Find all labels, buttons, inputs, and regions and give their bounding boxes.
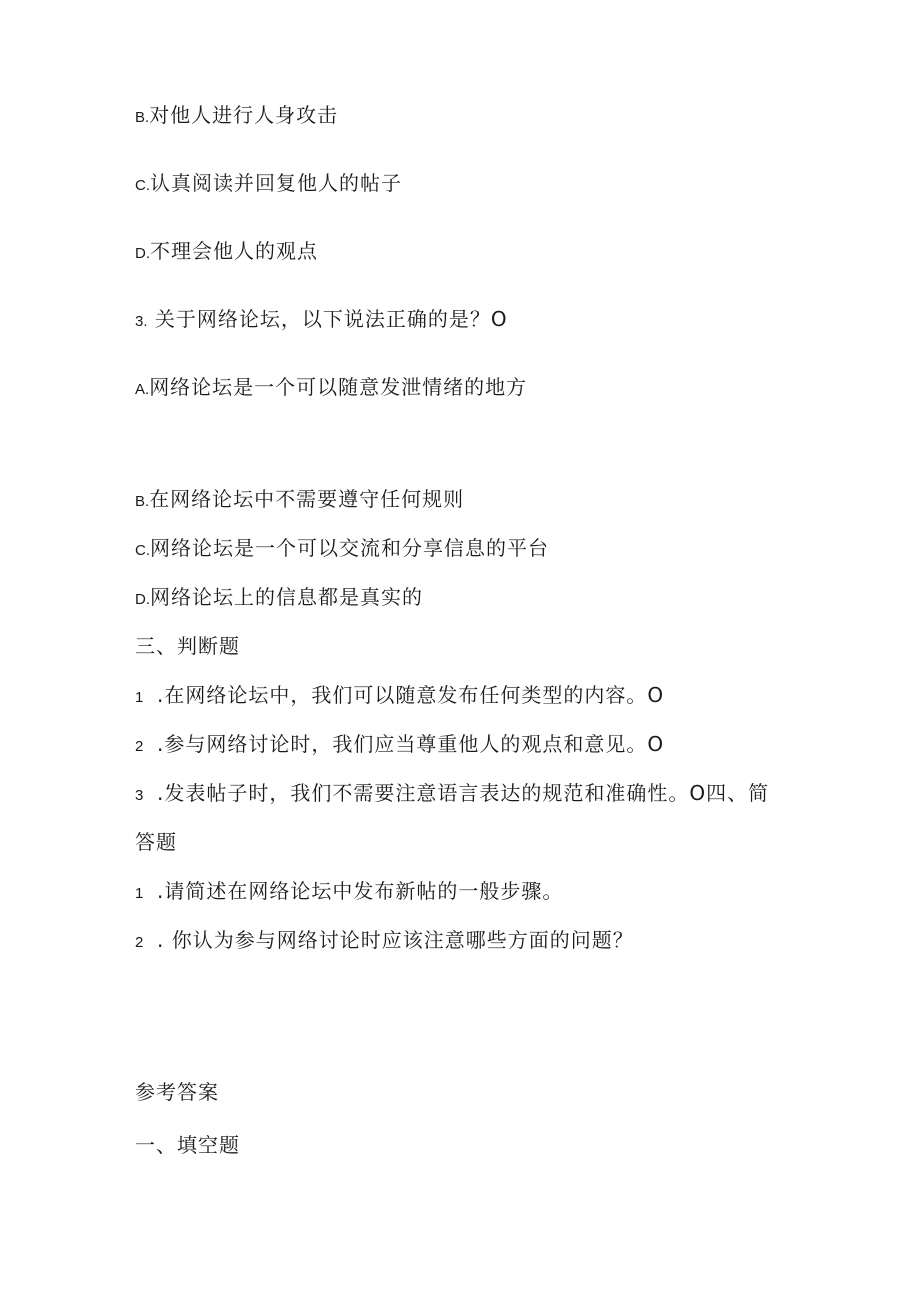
q3-option-c-line (135, 535, 549, 564)
item-text: . 你认为参与网络讨论时应该注意哪些方面的问题？ (157, 928, 634, 952)
question-3-stem (135, 306, 508, 335)
short-answer-item-1 (135, 878, 563, 907)
judgment-item-1 (135, 682, 664, 711)
question-number: 3. (135, 313, 148, 330)
option-text: 网络论坛是一个可以随意发泄情绪的地方 (149, 375, 528, 399)
judgment-item-2 (135, 731, 664, 760)
judgment-item-3 (135, 780, 769, 809)
answers-heading: 参考答案 (135, 1080, 219, 1104)
option-letter: A. (135, 381, 150, 398)
question-text: 关于网络论坛，以下说法正确的是？O (147, 307, 508, 331)
option-letter: C. (135, 177, 150, 194)
item-number: 1 (135, 885, 144, 902)
item-text: .参与网络讨论时，我们应当尊重他人的观点和意见。O (157, 732, 665, 756)
item-number: 2 (135, 934, 144, 951)
option-c-line (135, 170, 402, 199)
section-3-heading: 三、判断题 (135, 634, 240, 658)
item-text: .发表帖子时，我们不需要注意语言表达的规范和准确性。O四、简 (157, 781, 770, 805)
option-letter: D. (135, 245, 150, 262)
option-text: 认真阅读并回复他人的帖子 (150, 171, 402, 195)
option-d-line (135, 238, 318, 267)
option-text: 网络论坛上的信息都是真实的 (150, 585, 423, 609)
option-letter: D. (135, 591, 150, 608)
option-letter: B. (135, 109, 150, 126)
option-text: 对他人进行人身攻击 (149, 103, 339, 127)
item-number: 3 (135, 787, 144, 804)
option-text: 不理会他人的观点 (150, 239, 318, 263)
item-number: 1 (135, 689, 144, 706)
option-letter: C. (135, 542, 150, 559)
answers-section-1-heading: 一、填空题 (135, 1133, 240, 1157)
item-text: .在网络论坛中，我们可以随意发布任何类型的内容。O (157, 683, 665, 707)
q3-option-a-line (135, 374, 527, 403)
short-answer-item-2 (135, 927, 634, 956)
item-text: .请简述在网络论坛中发布新帖的一般步骤。 (157, 879, 564, 903)
q3-option-b-line (135, 486, 464, 515)
section-4-heading-wrap: 答题 (135, 830, 177, 854)
option-b-line (135, 102, 338, 131)
item-number: 2 (135, 738, 144, 755)
option-text: 网络论坛是一个可以交流和分享信息的平台 (150, 536, 549, 560)
option-letter: B. (135, 493, 150, 510)
q3-option-d-line (135, 584, 423, 613)
option-text: 在网络论坛中不需要遵守任何规则 (149, 487, 465, 511)
